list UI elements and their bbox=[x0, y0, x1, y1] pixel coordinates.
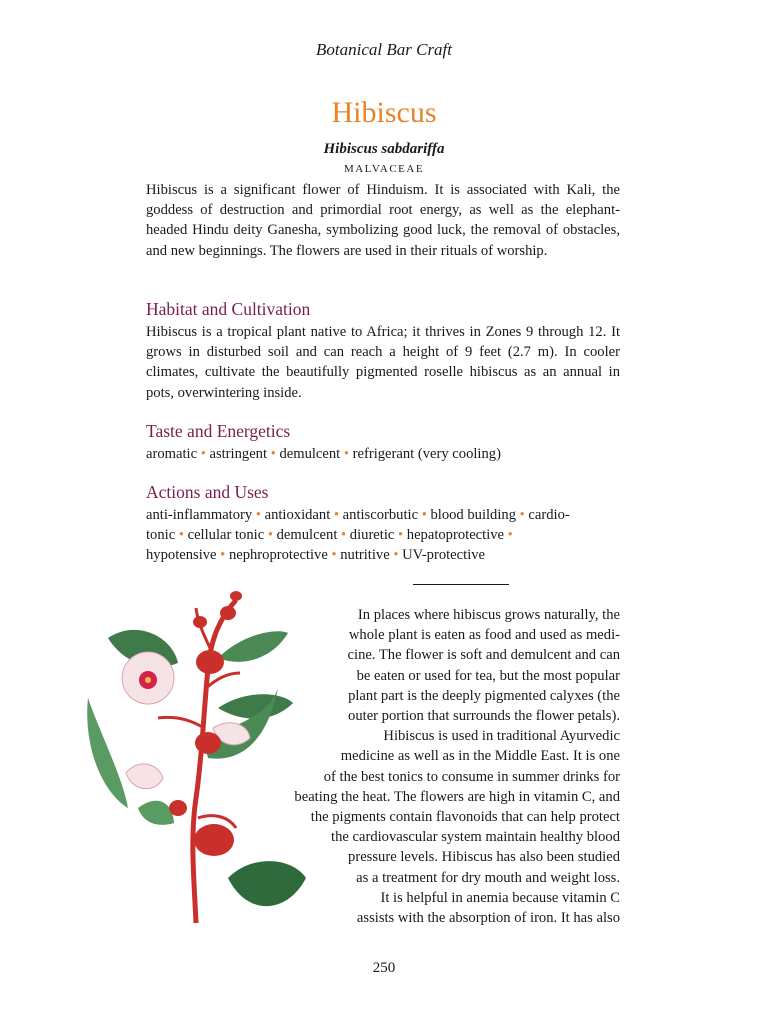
list-item: aromatic bbox=[146, 446, 198, 462]
body-line: the pigments contain flavonoids that can help protect bbox=[310, 809, 620, 825]
bullet-dot: • bbox=[340, 446, 353, 462]
actions-line bbox=[146, 545, 620, 565]
bullet-dot: • bbox=[418, 507, 431, 523]
bullet-dot: • bbox=[264, 527, 277, 544]
actions-heading: Actions and Uses bbox=[146, 482, 269, 502]
list-item: demulcent bbox=[279, 446, 341, 462]
running-head: Botanical Bar Craft bbox=[316, 40, 452, 59]
hibiscus-illustration bbox=[78, 578, 310, 928]
habitat-heading: Habitat and Cultivation bbox=[146, 299, 311, 319]
plant-family: MALVACEAE bbox=[343, 163, 425, 175]
bullet-dot: • bbox=[337, 527, 350, 544]
list-item: hypotensive bbox=[146, 547, 217, 564]
body-line: beating the heat. The flowers are high in vitamin C, and bbox=[294, 788, 620, 805]
list-item: diuretic bbox=[349, 527, 395, 544]
list-item: antiscorbutic bbox=[342, 507, 419, 523]
bullet-dot: • bbox=[216, 547, 229, 564]
body-line: It is helpful in anemia because vitamin C bbox=[380, 889, 620, 906]
body-line: be eaten or used for tea, but the most popular bbox=[356, 667, 620, 684]
body-line: pressure levels. Hibiscus has also been studied bbox=[348, 849, 620, 866]
bullet-dot: • bbox=[327, 547, 341, 564]
body-line: outer portion that surrounds the flower petals). bbox=[348, 708, 620, 724]
actions-line bbox=[146, 505, 620, 525]
list-item: blood building bbox=[430, 507, 517, 523]
list-item: UV-protective bbox=[402, 547, 486, 564]
bullet-dot: • bbox=[389, 547, 403, 564]
page-number: 250 bbox=[372, 960, 396, 976]
body-line: as a treatment for dry mouth and weight loss. bbox=[356, 869, 620, 886]
list-item: anti-inflammatory bbox=[146, 507, 253, 523]
scientific-name: Hibiscus sabdariffa bbox=[323, 141, 445, 157]
list-item: tonic bbox=[146, 527, 176, 544]
bullet-dot: • bbox=[252, 507, 265, 523]
bullet-dot: • bbox=[175, 527, 188, 544]
bullet-dot: • bbox=[267, 446, 280, 462]
actions-line bbox=[146, 525, 620, 545]
page-title: Hibiscus bbox=[331, 96, 437, 129]
taste-list bbox=[146, 444, 620, 464]
bullet-dot: • bbox=[330, 507, 343, 523]
list-item: astringent bbox=[209, 446, 268, 462]
list-item: hepatoprotective bbox=[406, 527, 505, 544]
body-line: the cardiovascular system maintain healthy blood bbox=[331, 829, 620, 846]
body-line: Hibiscus is used in traditional Ayurvedic bbox=[383, 728, 620, 745]
list-item: cellular tonic bbox=[187, 527, 265, 544]
section-divider bbox=[413, 584, 509, 585]
body-line: cine. The flower is soft and demulcent and can bbox=[347, 647, 620, 664]
taste-heading: Taste and Energetics bbox=[146, 421, 291, 441]
list-item: cardio- bbox=[528, 507, 570, 523]
bullet-dot: • bbox=[504, 527, 513, 544]
body-line: of the best tonics to consume in summer drinks for bbox=[323, 768, 620, 785]
bullet-dot: • bbox=[516, 507, 529, 523]
body-line: plant part is the deeply pigmented calyxes (the bbox=[348, 687, 620, 704]
body-line: In places where hibiscus grows naturally, the bbox=[357, 607, 620, 623]
bullet-dot: • bbox=[197, 446, 210, 462]
bullet-dot: • bbox=[394, 527, 407, 544]
list-item: nutritive bbox=[340, 547, 390, 564]
list-item: nephroprotective bbox=[228, 547, 328, 564]
intro-paragraph: Hibiscus is a significant flower of Hinduism. It is associated with Kali, the goddess of destruction and primordial root energy, as well as the elephant-headed Hindu deity Ganesha, symbolizing good luck, the removal of obstacles, and new beginnings. The flowers are used in their rituals of worship. bbox=[146, 182, 620, 259]
actions-list bbox=[146, 505, 620, 566]
body-line: assists with the absorption of iron. It has also bbox=[356, 910, 620, 926]
list-item: antioxidant bbox=[264, 507, 331, 523]
body-line: whole plant is eaten as food and used as medi- bbox=[348, 627, 620, 644]
list-item: refrigerant (very cooling) bbox=[352, 446, 501, 462]
habitat-paragraph: Hibiscus is a tropical plant native to Africa; it thrives in Zones 9 through 12. It grows in disturbed soil and can reach a height of 9 feet (2.7 m). In cooler climates, cultivate the beautifully pigmented roselle hibiscus as an annual in pots, overwintering inside. bbox=[146, 324, 620, 401]
body-line: medicine as well as in the Middle East. It is one bbox=[340, 748, 620, 765]
list-item: demulcent bbox=[276, 527, 338, 544]
